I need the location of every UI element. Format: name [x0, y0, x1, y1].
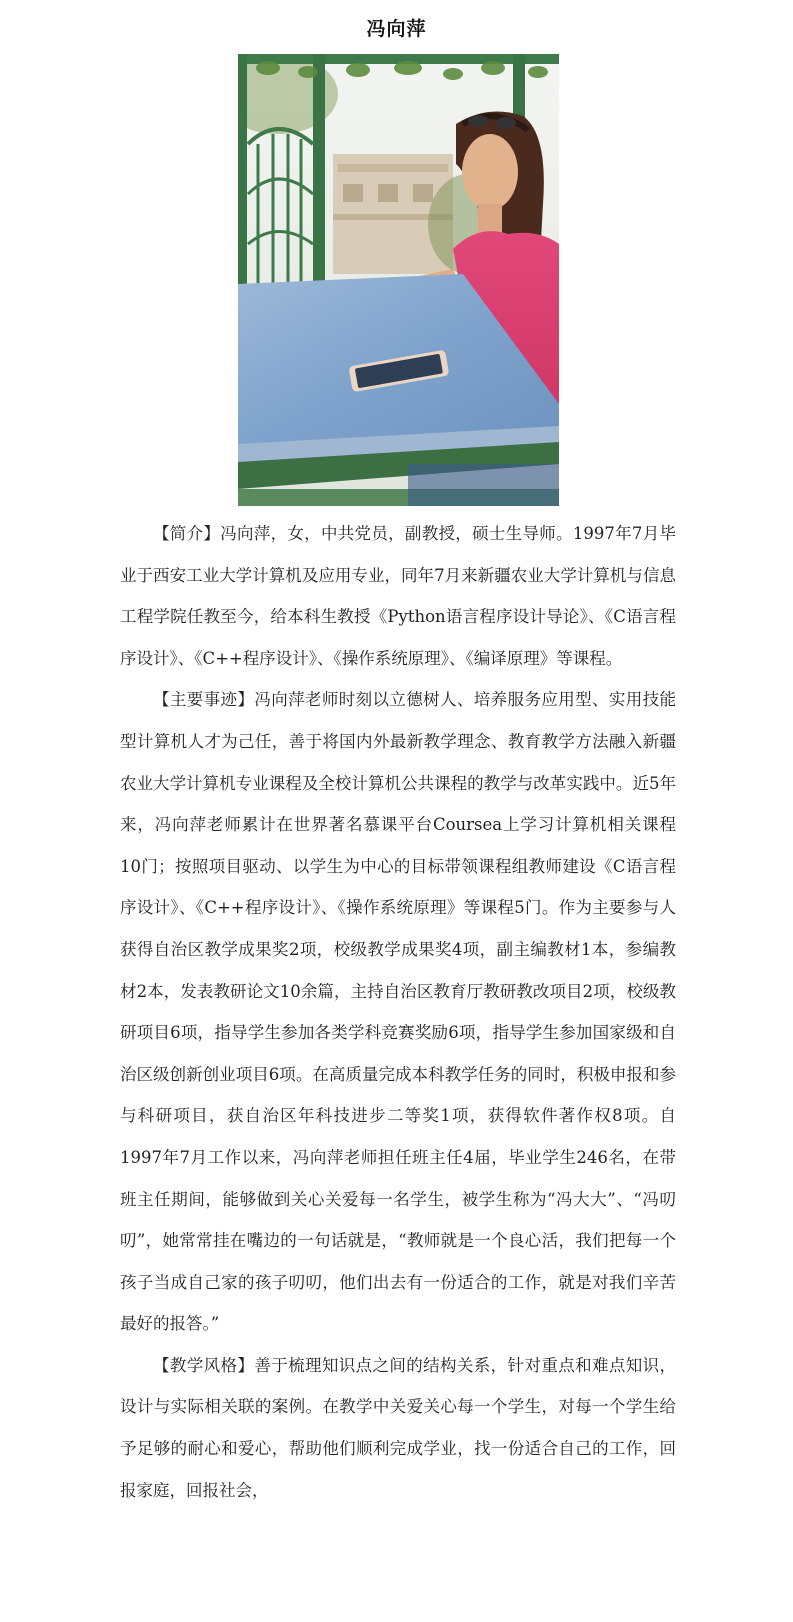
- teaching-style-heading: 【教学风格】: [153, 1355, 255, 1375]
- achievements-heading: 【主要事迹】: [153, 690, 255, 710]
- page-title: 冯向萍: [366, 18, 427, 40]
- intro-heading: 【简介】: [153, 524, 221, 543]
- achievements-paragraph: [120, 679, 676, 1345]
- intro-text: 冯向萍，女，中共党员，副教授，硕士生导师。1997年7月毕业于西安工业大学计算机及应用专业，同年7月来新疆农业大学计算机与信息工程学院任教至今，给本科生教授《Python语言程序设计导论》、《C语言程序设计》、《C++程序设计》、《操作系统原理》、《编译原理》等课程。: [120, 524, 677, 668]
- teaching-style-text: 善于梳理知识点之间的结构关系，针对重点和难点知识，设计与实际相关联的案例。在教学中关爱关心每一个学生，对每一个学生给予足够的耐心和爱心，帮助他们顺利完成学业，找一份适合自己的工作，回报家庭，回报社会，: [120, 1355, 677, 1500]
- teaching-style-paragraph: [120, 1345, 676, 1511]
- achievements-text: 冯向萍老师时刻以立德树人、培养服务应用型、实用技能型计算机人才为己任，善于将国内外最新教学理念、教育教学方法融入新疆农业大学计算机专业课程及全校计算机公共课程的教学与改革实践中。近5年来，冯向萍老师累计在世界著名慕课平台Coursea上学习计算机相关课程 10门；按照项目驱动、以学生为中心的目标带领课程组教师建设《C语言程序设计》、《C++程序设计》、《操作系统原理》等课程5门。作为主要参与人获得自治区教学成果奖2项，校级教学成果奖4项，副主编教材1本，参编教材2本，发表教研论文10余篇，主持自治区教育厅教研教改项目2项，校级教研项目6项，指导学生参加各类学科竞赛奖励6项，指导学生参加国家级和自治区级创新创业项目6项。在高质量完成本科教学任务的同时，积极申报和参与科研项目，获自治区年科技进步二等奖1项，获得软件著作权8项。自1997年7月工作以来，冯向萍老师担任班主任4届，毕业学生246名，在带班主任期间，能够做到关心关爱每一名学生，被学生称为“冯大大”、“冯叨叨”，她常常挂在嘴边的一句话就是，“教师就是一个良心活，我们把每一个孩子当成自己家的孩子叨叨，他们出去有一份适合的工作，就是对我们辛苦最好的报答。”: [120, 690, 677, 1334]
- article-body: [120, 513, 676, 1511]
- portrait-photo: [238, 54, 559, 506]
- intro-paragraph: [120, 513, 676, 679]
